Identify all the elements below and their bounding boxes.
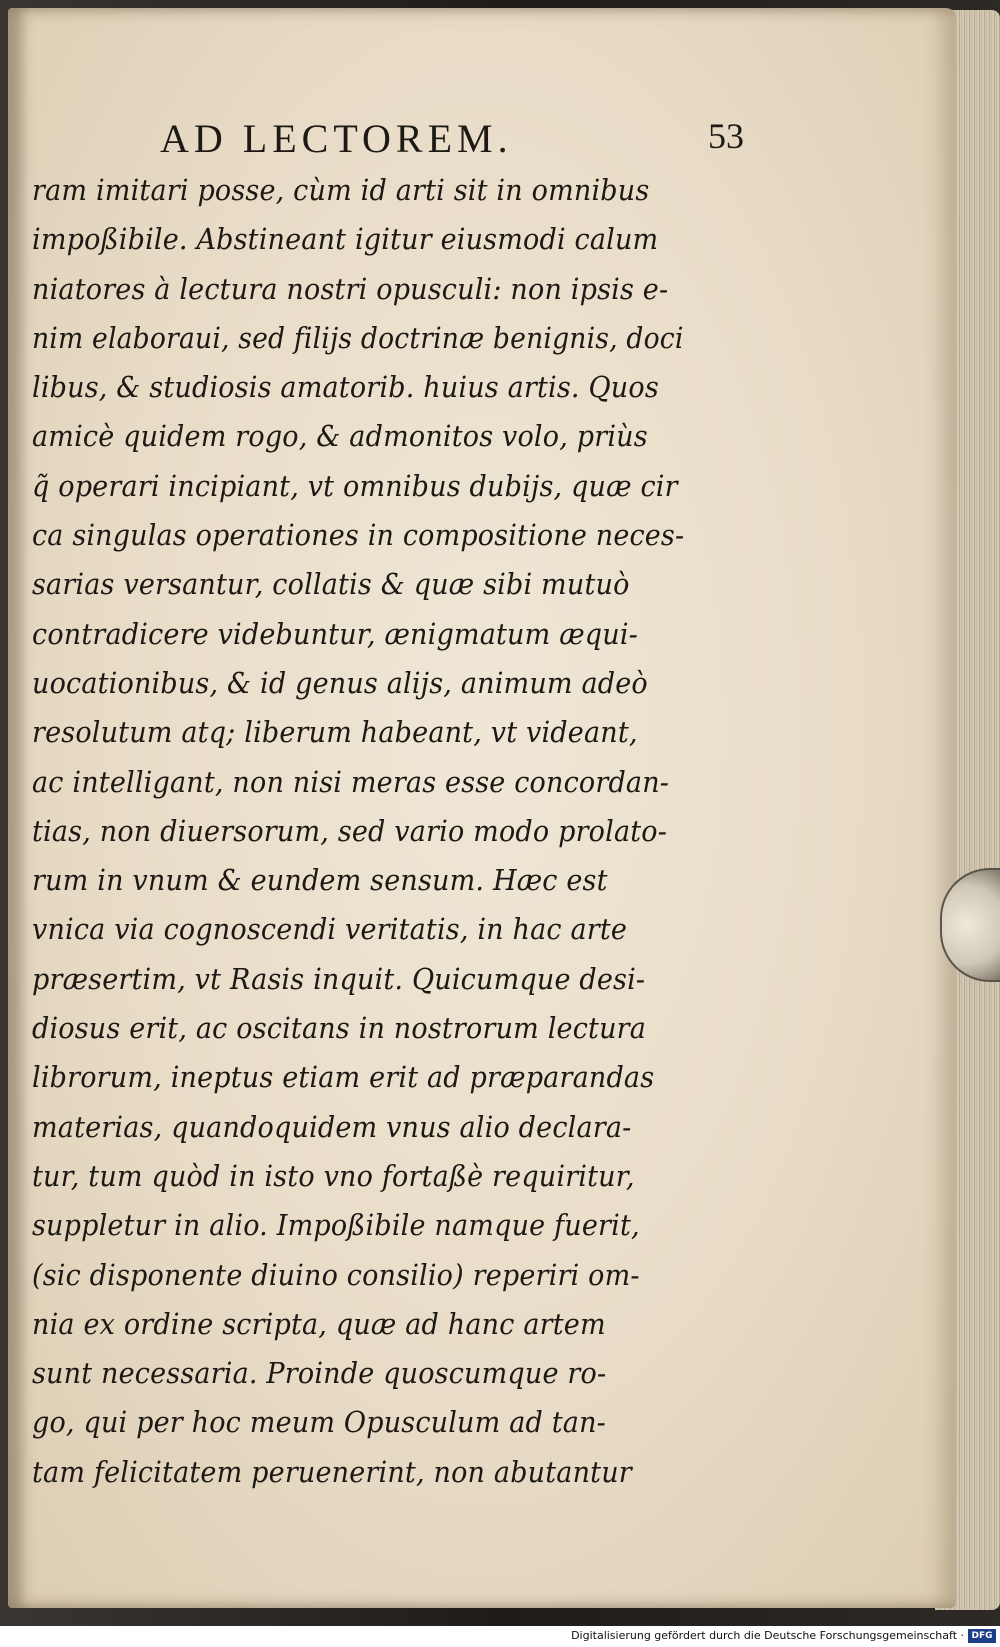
text-line: præsertim, vt Rasis inquit. Quicumque desi- [32,961,646,996]
running-title: AD LECTOREM. [160,116,513,161]
text-line: nim elaboraui, sed filijs doctrinæ benignis, doci [32,320,684,355]
funding-credit: Digitalisierung gefördert durch die Deutsche Forschungsgemeinschaft · [571,1629,964,1642]
text-line: materias, quandoquidem vnus alio declara- [32,1109,632,1144]
text-line: amicè quidem rogo, & admonitos volo, priùs [32,419,648,454]
text-line: tam felicitatem peruenerint, non abutantur [32,1454,632,1489]
text-line: tur, tum quòd in isto vno fortaßè requiritur, [32,1158,635,1193]
text-line: libus, & studiosis amatorib. huius artis. Quos [32,370,659,405]
text-line: suppletur in alio. Impoßibile namque fuerit, [32,1208,640,1243]
text-line: vnica via cognoscendi veritatis, in hac arte [32,912,628,947]
text-line: resolutum atq; liberum habeant, vt videant, [32,715,638,750]
body-text [32,166,732,1497]
text-line: (sic disponente diuino consilio) reperiri om- [32,1257,640,1292]
text-line: q̃ operari incipiant, vt omnibus dubijs, quæ cir [32,468,678,503]
page-number: 53 [708,116,744,156]
text-line: sarias versantur, collatis & quæ sibi mutuò [32,567,630,602]
text-line: ac intelligant, non nisi meras esse concordan- [32,764,670,799]
text-line: niatores à lectura nostri opusculi: non ipsis e- [32,271,669,306]
text-line: sunt necessaria. Proinde quoscumque ro- [32,1356,607,1391]
text-line: diosus erit, ac oscitans in nostrorum lectura [32,1011,647,1046]
text-line: impoßibile. Abstineant igitur eiusmodi calum [32,222,659,257]
text-line: ca singulas operationes in compositione neces- [32,518,685,553]
text-line: tias, non diuersorum, sed vario modo prolato- [32,813,668,848]
text-line: go, qui per hoc meum Opusculum ad tan- [32,1405,606,1440]
book-page [8,8,956,1608]
text-line: rum in vnum & eundem sensum. Hæc est [32,863,608,898]
text-line: nia ex ordine scripta, quæ ad hanc artem [32,1306,606,1341]
dfg-logo: DFG [968,1629,996,1643]
text-line: ram imitari posse, cùm id arti sit in omnibus [32,173,650,207]
text-line: uocationibus, & id genus alijs, animum adeò [32,665,648,700]
text-line: librorum, ineptus etiam erit ad præparandas [32,1060,655,1095]
text-line: contradicere videbuntur, ænigmatum æqui- [32,616,638,651]
footer-bar [0,1626,1000,1647]
running-head [8,115,956,163]
